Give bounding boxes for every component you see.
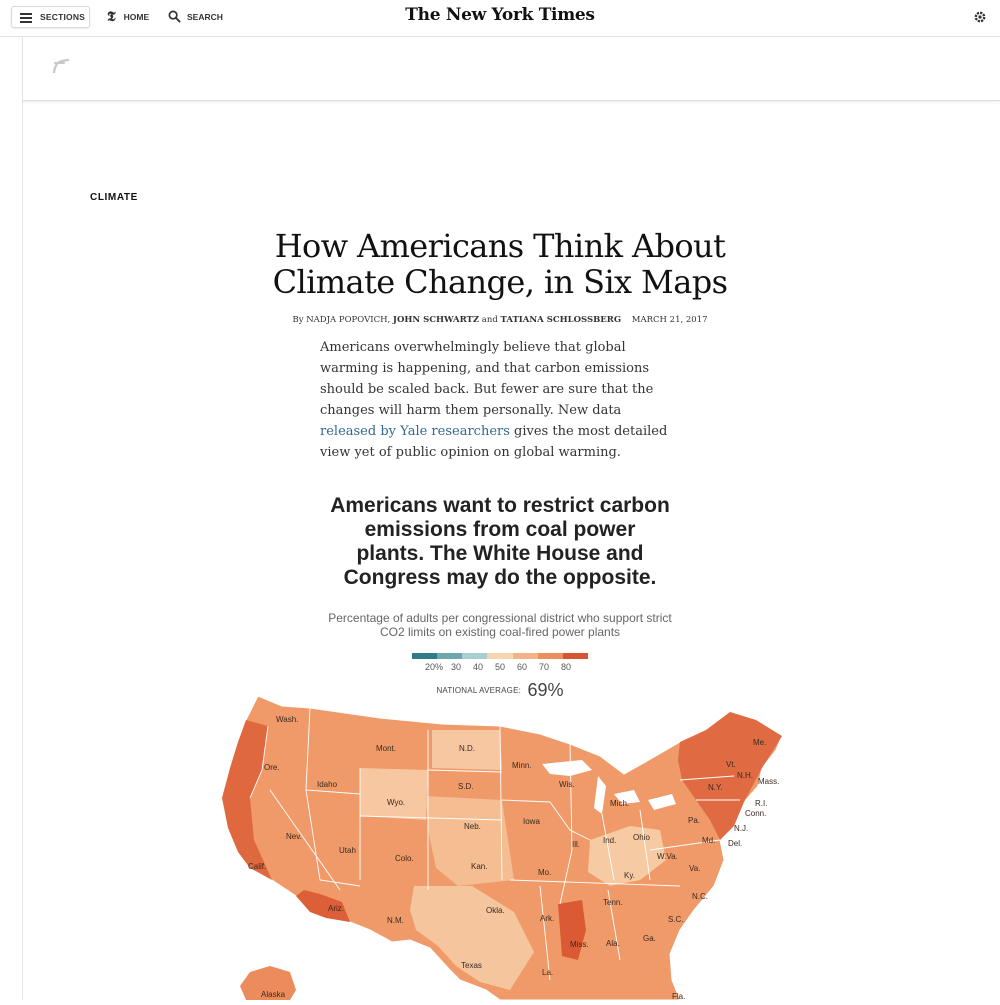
author-link[interactable]: NADJA POPOVICH,: [306, 315, 391, 325]
legend-swatch: [437, 653, 463, 659]
chart-description: Percentage of adults per congressional district who support strict CO2 limits on existing coal-fired power plants: [328, 611, 672, 639]
sections-label: SECTIONS: [40, 12, 86, 22]
byline-prefix: By: [292, 315, 304, 325]
legend-tick-label: 30: [450, 662, 462, 672]
state-label: N.D.: [459, 744, 475, 753]
state-label: N.M.: [387, 916, 404, 925]
legend-tick-label: 80: [560, 662, 572, 672]
state-label: La.: [542, 968, 554, 977]
article-summary: [320, 337, 675, 463]
state-label: Miss.: [570, 940, 589, 949]
us-map-svg[interactable]: [210, 690, 790, 1000]
search-icon: [168, 10, 181, 23]
state-label: Iowa: [523, 817, 540, 826]
home-link[interactable]: [107, 10, 149, 24]
color-legend: [412, 653, 592, 677]
section-subhead: Americans want to restrict carbon emissions from coal power plants. The White House and Congress may do the opposite.: [330, 494, 670, 589]
wyoming-region[interactable]: [360, 768, 428, 820]
state-label: Fla.: [672, 992, 686, 1000]
state-label: Ind.: [603, 836, 617, 845]
state-label: Kan.: [471, 862, 488, 871]
state-label: Nev.: [286, 832, 302, 841]
legend-tick-label: 70: [538, 662, 550, 672]
state-label: S.C.: [668, 915, 684, 924]
state-label: Me.: [753, 738, 767, 747]
settings-gear-icon[interactable]: [973, 10, 987, 24]
legend-tick-label: 20%: [424, 662, 444, 672]
hamburger-menu-icon: [20, 13, 32, 22]
ad-logo-icon: [52, 58, 70, 74]
byline-joiner: and: [481, 315, 498, 325]
state-label: Ky.: [624, 871, 635, 880]
nyt-t-icon: 𝕿: [107, 9, 116, 25]
search-label: SEARCH: [187, 11, 223, 22]
us-choropleth-map[interactable]: [210, 690, 790, 1000]
article-headline: How Americans Think About Climate Change, in Six Maps: [272, 227, 728, 301]
publish-date: MARCH 21, 2017: [631, 315, 708, 325]
yale-researchers-link[interactable]: released by Yale researchers: [320, 424, 510, 439]
state-label: Ariz.: [328, 904, 344, 913]
state-label: Mont.: [376, 744, 397, 753]
legend-tick-label: 40: [472, 662, 484, 672]
state-label: Ill.: [572, 840, 580, 849]
state-label: Md.: [702, 836, 716, 845]
state-label: Ga.: [643, 934, 656, 943]
summary-text: Americans overwhelmingly believe that global warming is happening, and that carbon emissions should be scaled back. But fewer are sure that the changes will harm them personally. New data: [320, 340, 654, 418]
national-average-label: NATIONAL AVERAGE:: [436, 686, 522, 695]
top-navigation-bar: [0, 0, 1000, 37]
search-link[interactable]: [168, 10, 223, 23]
state-label: Okla.: [486, 906, 505, 915]
state-label: Idaho: [317, 780, 338, 789]
nyt-masthead-logo[interactable]: The New York Times: [405, 5, 595, 25]
state-label: Wyo.: [387, 798, 406, 807]
state-label: Neb.: [464, 822, 481, 831]
author-link[interactable]: JOHN SCHWARTZ: [392, 315, 480, 325]
state-label: Va.: [689, 864, 701, 873]
state-label: Minn.: [512, 761, 532, 770]
national-average-value: 69%: [527, 680, 564, 700]
state-label: N.C.: [692, 892, 708, 901]
state-label: Vt.: [726, 760, 736, 769]
legend-swatch: [487, 653, 513, 659]
legend-tick-label: 50: [494, 662, 506, 672]
state-label: Mass.: [758, 777, 780, 786]
state-label: Calif.: [248, 862, 267, 871]
state-label: Wash.: [276, 715, 299, 724]
state-label: Ore.: [264, 763, 280, 772]
state-label: R.I.: [755, 799, 768, 808]
state-label: Wis.: [559, 780, 575, 789]
legend-tick-label: 60: [516, 662, 528, 672]
state-label: Colo.: [395, 854, 414, 863]
summary-text: gives the most detailed view yet of public opinion on global warming.: [320, 424, 668, 460]
state-label: S.D.: [458, 782, 474, 791]
state-label: N.J.: [734, 824, 749, 833]
legend-swatch: [412, 653, 438, 659]
left-rail: [0, 37, 23, 1000]
state-label: N.H.: [737, 771, 753, 780]
author-link[interactable]: TATIANA SCHLOSSBERG: [500, 315, 622, 325]
legend-swatch: [462, 653, 488, 659]
state-label: Del.: [728, 839, 743, 848]
legend-swatch: [538, 653, 564, 659]
state-label: Ala.: [606, 939, 620, 948]
state-label: W.Va.: [657, 852, 678, 861]
state-label: Alaska: [261, 990, 286, 999]
home-label: HOME: [123, 12, 150, 22]
legend-swatch: [513, 653, 539, 659]
ad-banner[interactable]: [23, 37, 1000, 101]
state-label: Tenn.: [603, 898, 623, 907]
state-label: Mich.: [610, 799, 630, 808]
section-kicker[interactable]: CLIMATE: [90, 192, 138, 203]
state-label: Mo.: [538, 868, 552, 877]
byline: [250, 315, 750, 325]
state-label: Texas: [461, 961, 482, 970]
state-label: Conn.: [745, 809, 767, 818]
state-label: Ohio: [633, 833, 650, 842]
state-label: Ark.: [540, 914, 555, 923]
state-label: N.Y.: [708, 783, 723, 792]
sections-button[interactable]: [11, 6, 90, 28]
state-label: Utah: [339, 846, 356, 855]
state-label: Pa.: [688, 816, 701, 825]
legend-swatch: [563, 653, 589, 659]
